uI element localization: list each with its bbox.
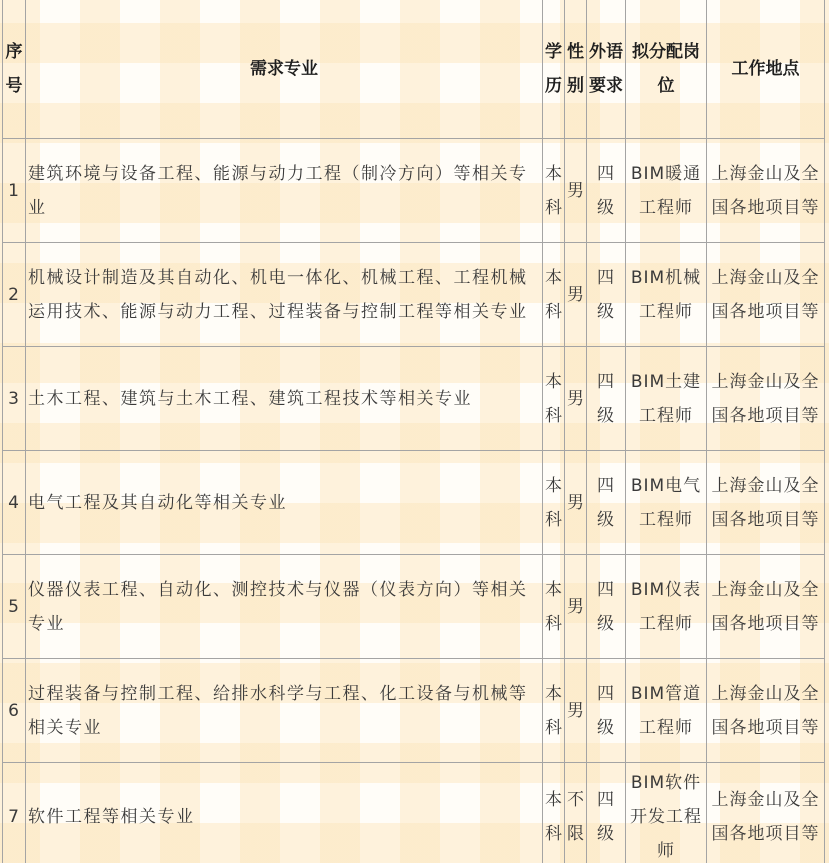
cell-language: 四级 bbox=[587, 451, 626, 555]
cell-education: 本科 bbox=[543, 451, 565, 555]
cell-gender: 男 bbox=[565, 555, 587, 659]
cell-gender: 男 bbox=[565, 659, 587, 763]
header-education: 学历 bbox=[543, 0, 565, 139]
cell-index: 7 bbox=[3, 763, 26, 863]
cell-education: 本科 bbox=[543, 139, 565, 243]
cell-position: BIM机械工程师 bbox=[626, 243, 707, 347]
cell-position: BIM仪表工程师 bbox=[626, 555, 707, 659]
cell-location: 上海金山及全国各地项目等 bbox=[707, 659, 825, 763]
table-row bbox=[3, 451, 825, 555]
cell-education: 本科 bbox=[543, 243, 565, 347]
cell-index: 4 bbox=[3, 451, 26, 555]
cell-gender: 男 bbox=[565, 347, 587, 451]
cell-index: 3 bbox=[3, 347, 26, 451]
cell-gender: 男 bbox=[565, 139, 587, 243]
cell-education: 本科 bbox=[543, 763, 565, 863]
cell-language: 四级 bbox=[587, 659, 626, 763]
table-row bbox=[3, 139, 825, 243]
cell-gender: 不限 bbox=[565, 763, 587, 863]
cell-major: 土木工程、建筑与土木工程、建筑工程技术等相关专业 bbox=[26, 347, 543, 451]
cell-major: 过程装备与控制工程、给排水科学与工程、化工设备与机械等相关专业 bbox=[26, 659, 543, 763]
cell-language: 四级 bbox=[587, 347, 626, 451]
cell-language: 四级 bbox=[587, 139, 626, 243]
cell-major: 电气工程及其自动化等相关专业 bbox=[26, 451, 543, 555]
cell-location: 上海金山及全国各地项目等 bbox=[707, 139, 825, 243]
table-header-row bbox=[3, 0, 825, 139]
cell-position: BIM软件开发工程师 bbox=[626, 763, 707, 863]
table-row bbox=[3, 347, 825, 451]
cell-location: 上海金山及全国各地项目等 bbox=[707, 763, 825, 863]
cell-index: 1 bbox=[3, 139, 26, 243]
cell-position: BIM暖通工程师 bbox=[626, 139, 707, 243]
job-requirements-table bbox=[2, 0, 825, 863]
cell-index: 2 bbox=[3, 243, 26, 347]
cell-position: BIM电气工程师 bbox=[626, 451, 707, 555]
cell-major: 机械设计制造及其自动化、机电一体化、机械工程、工程机械运用技术、能源与动力工程、过程装备与控制工程等相关专业 bbox=[26, 243, 543, 347]
cell-language: 四级 bbox=[587, 763, 626, 863]
header-position: 拟分配岗位 bbox=[626, 0, 707, 139]
cell-education: 本科 bbox=[543, 555, 565, 659]
cell-location: 上海金山及全国各地项目等 bbox=[707, 347, 825, 451]
header-index: 序号 bbox=[3, 0, 26, 139]
table-row bbox=[3, 763, 825, 863]
cell-position: BIM管道工程师 bbox=[626, 659, 707, 763]
table-row bbox=[3, 555, 825, 659]
cell-position: BIM土建工程师 bbox=[626, 347, 707, 451]
header-gender: 性别 bbox=[565, 0, 587, 139]
cell-language: 四级 bbox=[587, 243, 626, 347]
header-language: 外语要求 bbox=[587, 0, 626, 139]
cell-major: 软件工程等相关专业 bbox=[26, 763, 543, 863]
cell-location: 上海金山及全国各地项目等 bbox=[707, 451, 825, 555]
table-row bbox=[3, 659, 825, 763]
cell-index: 5 bbox=[3, 555, 26, 659]
cell-major: 仪器仪表工程、自动化、测控技术与仪器（仪表方向）等相关专业 bbox=[26, 555, 543, 659]
cell-major: 建筑环境与设备工程、能源与动力工程（制冷方向）等相关专业 bbox=[26, 139, 543, 243]
cell-education: 本科 bbox=[543, 659, 565, 763]
cell-location: 上海金山及全国各地项目等 bbox=[707, 243, 825, 347]
header-major: 需求专业 bbox=[26, 0, 543, 139]
cell-gender: 男 bbox=[565, 243, 587, 347]
cell-gender: 男 bbox=[565, 451, 587, 555]
table-row bbox=[3, 243, 825, 347]
cell-language: 四级 bbox=[587, 555, 626, 659]
cell-education: 本科 bbox=[543, 347, 565, 451]
cell-location: 上海金山及全国各地项目等 bbox=[707, 555, 825, 659]
cell-index: 6 bbox=[3, 659, 26, 763]
header-location: 工作地点 bbox=[707, 0, 825, 139]
